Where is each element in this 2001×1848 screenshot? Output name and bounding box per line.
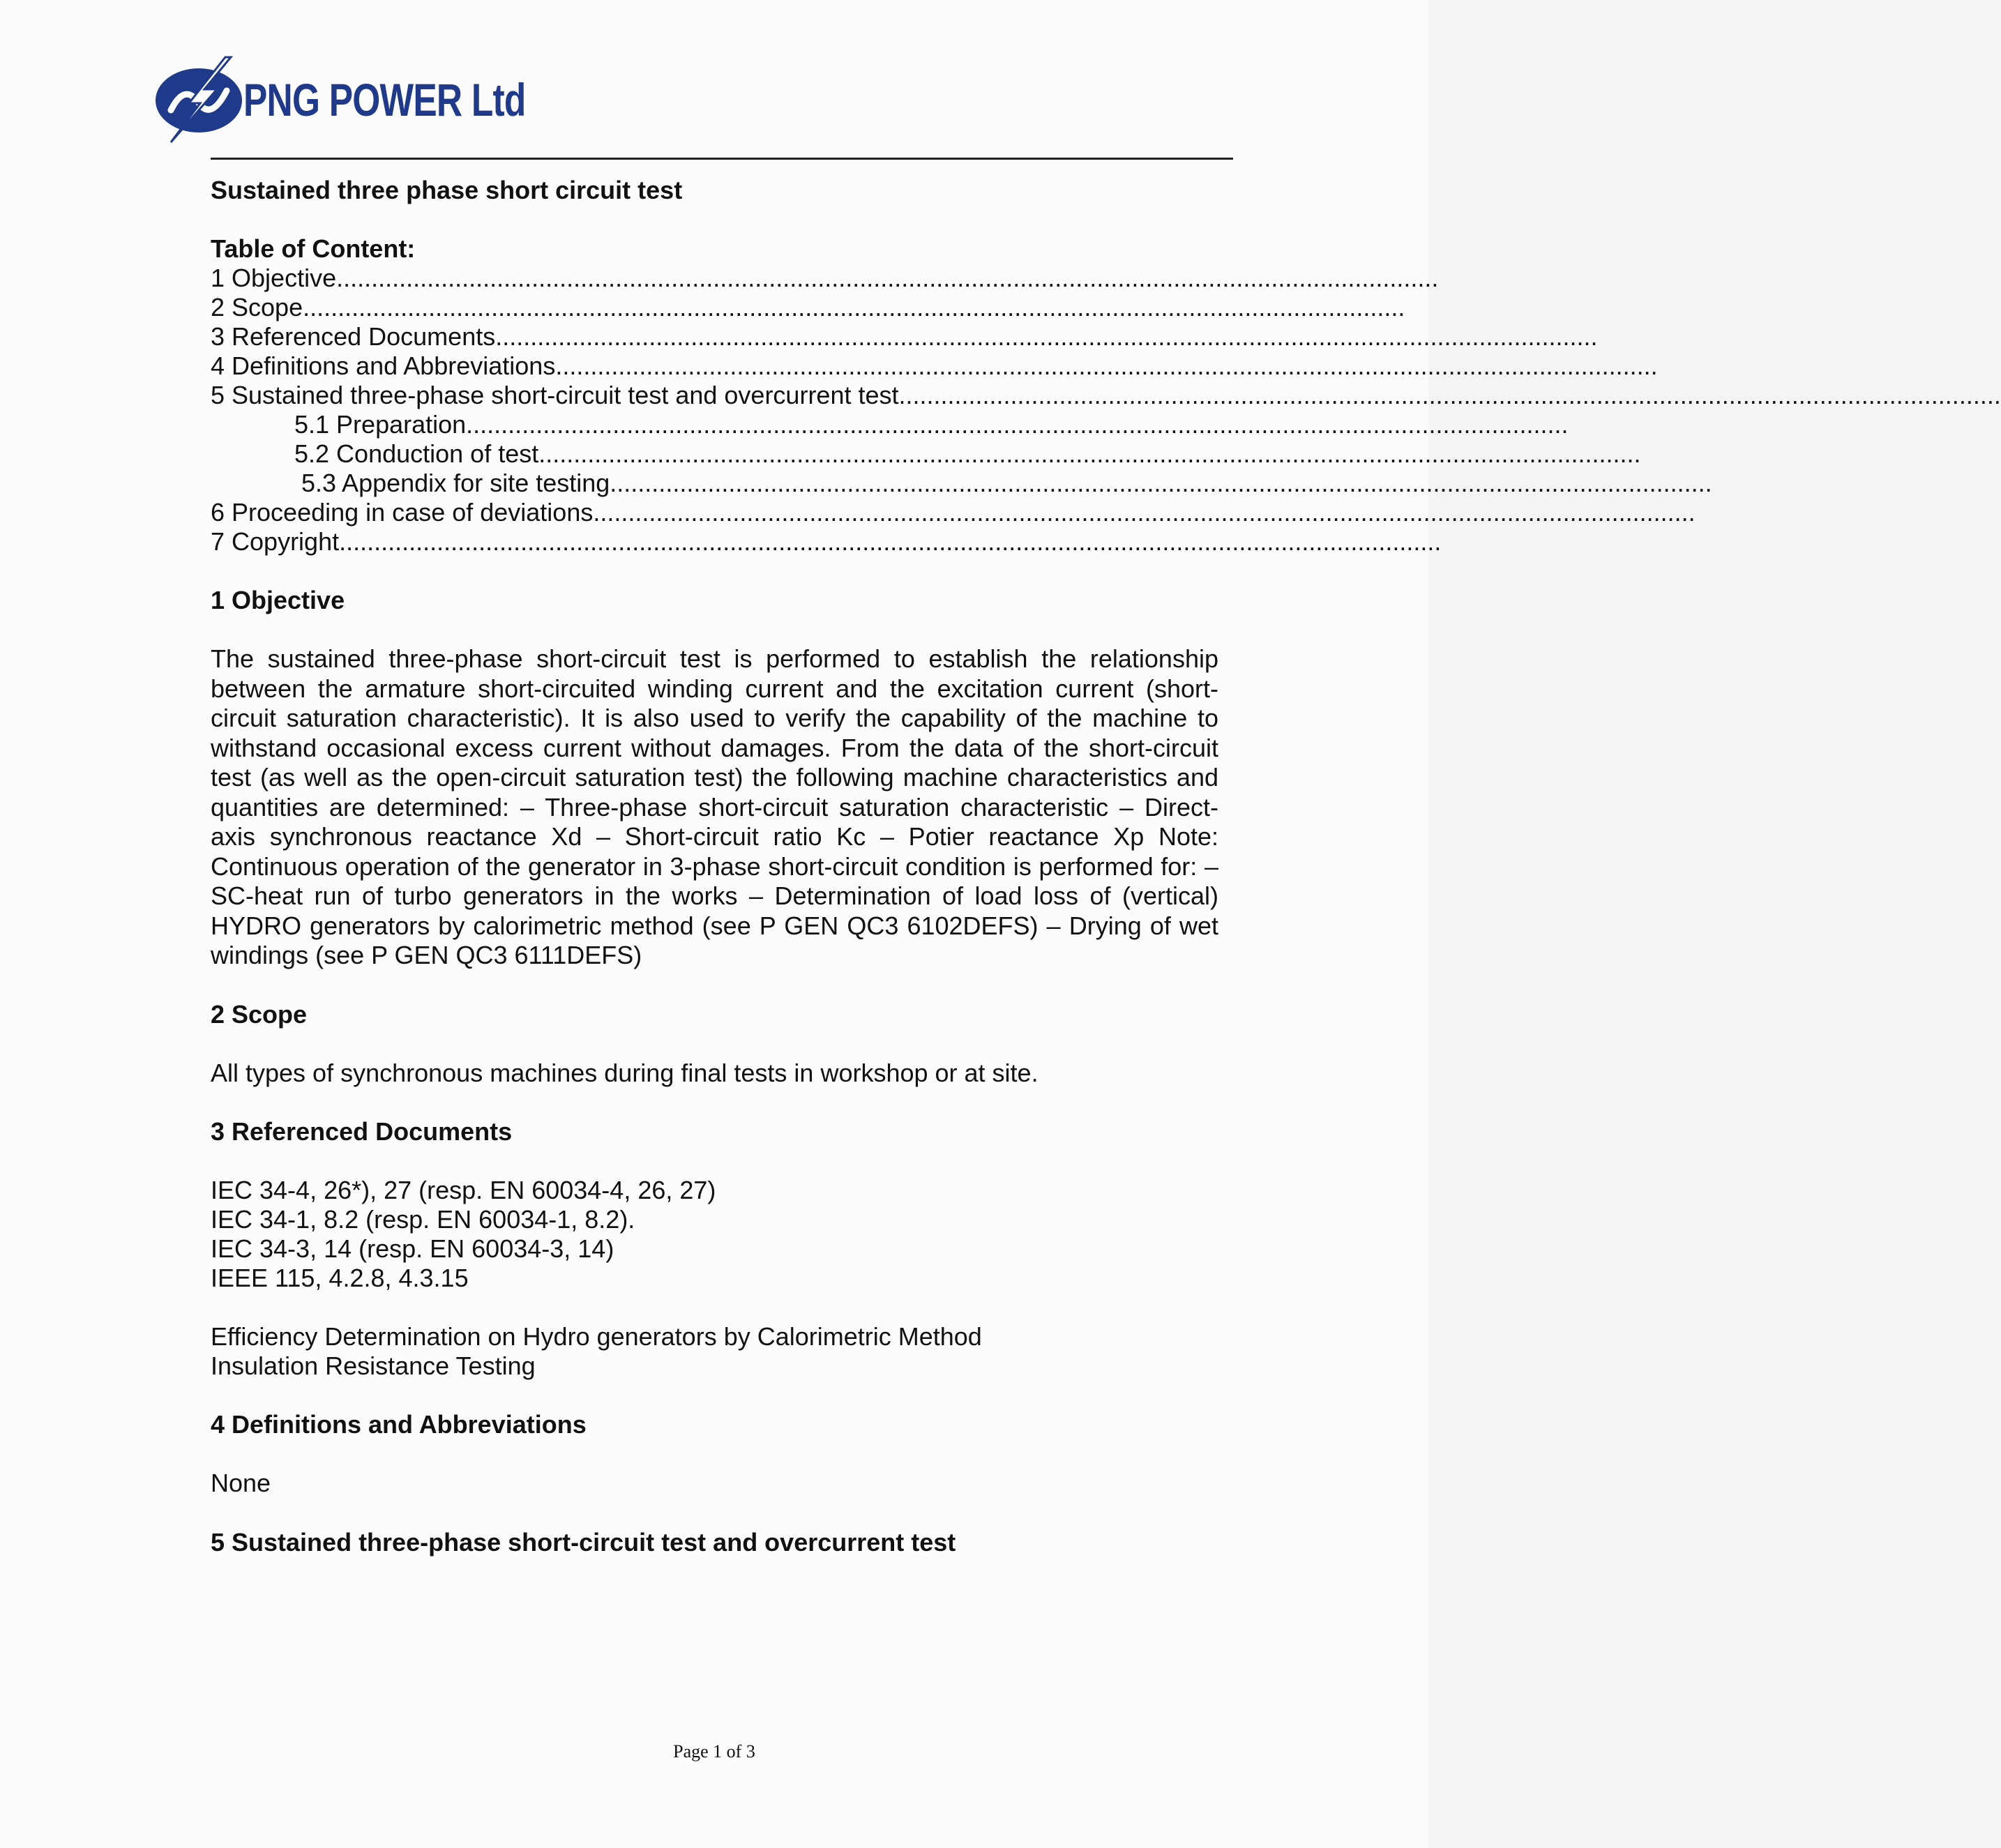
section-heading-scope: 2 Scope — [211, 999, 308, 1029]
company-name: PNG POWER Ltd — [243, 74, 526, 126]
page-number: Page 1 of 3 — [673, 1741, 755, 1762]
toc-entry[interactable]: 7 Copyright.............................................................................................................................................................. — [211, 527, 1442, 556]
internal-documents-list — [211, 1322, 1218, 1381]
section-heading-definitions: 4 Definitions and Abbreviations — [211, 1410, 587, 1439]
definitions-paragraph: None — [211, 1469, 271, 1497]
toc-entry[interactable]: 2 Scope.............................................................................................................................................................. — [211, 293, 1405, 321]
objective-paragraph: The sustained three-phase short-circuit test is performed to establish the relationship between the armature short-circuited winding current and the excitation current (short-circuit saturation characteristic). It is also used to verify the capability of the machine to withstand occasional excess current without damages. From the data of the short-circuit test (as well as the open-circuit saturation test) the following machine characteristics and quantities are determined: – Three-phase short-circuit saturation characteristic – Direct-axis synchronous reactance Xd – Short-circuit ratio Kc – Potier reactance Xp Note: Continuous operation of the generator in 3-phase short-circuit condition is performed for: – SC-heat run of turbo generators in the works – Determination of load loss of (vertical) HYDRO generators by calorimetric method (see P GEN QC3 6102DEFS) – Drying of wet windings (see P GEN QC3 6111DEFS) — [211, 644, 1218, 969]
toc-heading: Table of Content: — [211, 234, 416, 263]
section-heading-references: 3 Referenced Documents — [211, 1117, 513, 1146]
toc-entry[interactable]: 4 Definitions and Abbreviations.............................................................................................................................................................. — [211, 351, 1658, 380]
document-title: Sustained three phase short circuit test — [211, 176, 683, 204]
toc-entry[interactable]: 5 Sustained three-phase short-circuit test and overcurrent test.............................................................................................................................................................. — [211, 381, 2001, 409]
list-item: IEC 34-4, 26*), 27 (resp. EN 60034-4, 26, 27) — [211, 1176, 716, 1204]
toc-entry[interactable]: 3 Referenced Documents.............................................................................................................................................................. — [211, 322, 1598, 351]
toc-entry[interactable]: 5.3 Appendix for site testing.............................................................................................................................................................. — [301, 469, 1712, 497]
toc-entry[interactable]: 6 Proceeding in case of deviations.............................................................................................................................................................. — [211, 498, 1696, 527]
document-body — [211, 176, 2001, 1586]
png-power-logo-icon — [150, 54, 248, 145]
section-heading-objective: 1 Objective — [211, 586, 345, 614]
list-item: IEC 34-3, 14 (resp. EN 60034-3, 14) — [211, 1234, 614, 1263]
toc-entry[interactable]: 5.2 Conduction of test.............................................................................................................................................................. — [294, 439, 1641, 468]
section-heading-sustained-test: 5 Sustained three-phase short-circuit test and overcurrent test — [211, 1527, 956, 1557]
list-item: IEEE 115, 4.2.8, 4.3.15 — [211, 1264, 469, 1292]
header-divider — [211, 158, 1233, 160]
table-of-contents — [211, 264, 2001, 556]
list-item: Efficiency Determination on Hydro generators by Calorimetric Method — [211, 1322, 982, 1351]
company-logo — [150, 54, 605, 145]
toc-entry[interactable]: 5.1 Preparation.............................................................................................................................................................. — [294, 410, 1569, 439]
standards-list — [211, 1176, 1218, 1293]
list-item: IEC 34-1, 8.2 (resp. EN 60034-1, 8.2). — [211, 1205, 635, 1234]
scope-paragraph: All types of synchronous machines during final tests in workshop or at site. — [211, 1058, 1039, 1087]
toc-entry[interactable]: 1 Objective.............................................................................................................................................................. — [211, 264, 1439, 292]
list-item: Insulation Resistance Testing — [211, 1351, 536, 1380]
